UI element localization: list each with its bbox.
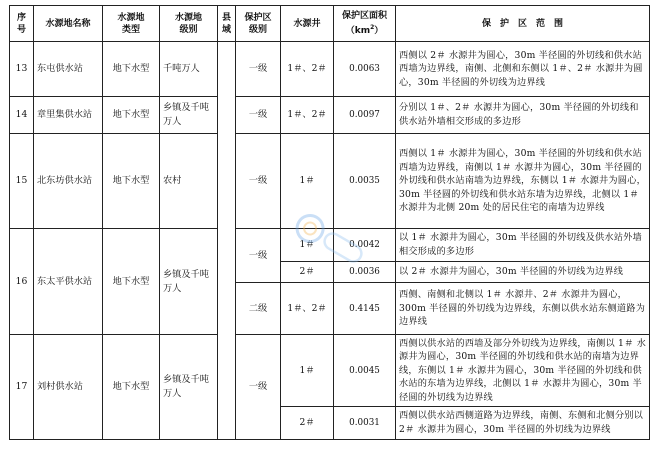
- cell-level: 乡镇及千吨万人: [160, 97, 218, 134]
- cell-well: 1＃: [281, 134, 334, 229]
- cell-well: 1＃、2＃: [281, 97, 334, 134]
- header-type: 水源地 类型: [103, 6, 160, 42]
- cell-seq: 13: [10, 42, 34, 97]
- cell-type: 地下水型: [103, 97, 160, 134]
- cell-range: 以 2＃ 水源井为圆心，30m 半径圆的外切线为边界线: [396, 262, 650, 283]
- header-level: 水源地 级别: [160, 6, 218, 42]
- cell-zone: 一级: [236, 42, 281, 97]
- cell-zone: 一级: [236, 335, 281, 440]
- cell-zone: 一级: [236, 229, 281, 283]
- document-page: [9, 5, 649, 440]
- cell-type: 地下水型: [103, 229, 160, 335]
- cell-level: 乡镇及千吨万人: [160, 335, 218, 440]
- cell-area: 0.0035: [334, 134, 396, 229]
- cell-well: 1＃: [281, 229, 334, 262]
- cell-type: 地下水型: [103, 335, 160, 440]
- header-name: 水源地名称: [34, 6, 103, 42]
- cell-zone: 二级: [236, 283, 281, 335]
- cell-range: 分别以 1＃、2＃ 水源井为圆心，30m 半径圆的外切线和供水站外墙相交形成的多边形: [396, 97, 650, 134]
- cell-name: 北东坊供水站: [34, 134, 103, 229]
- cell-well: 2＃: [281, 407, 334, 440]
- cell-type: 地下水型: [103, 42, 160, 97]
- header-range: 保 护 区 范 围: [396, 6, 650, 42]
- table-row: [10, 229, 650, 262]
- cell-area: 0.0063: [334, 42, 396, 97]
- cell-area: 0.0031: [334, 407, 396, 440]
- cell-area: 0.4145: [334, 283, 396, 335]
- cell-name: 章里集供水站: [34, 97, 103, 134]
- cell-type: 地下水型: [103, 134, 160, 229]
- header-well: 水源井: [281, 6, 334, 42]
- cell-area: 0.0045: [334, 335, 396, 407]
- cell-seq: 15: [10, 134, 34, 229]
- cell-well: 1＃、2＃: [281, 42, 334, 97]
- cell-range: 西侧以供水站西侧道路为边界线，南侧、东侧和北侧分别以 2＃ 水源井为圆心，30m 半径圆的外切线为边界线: [396, 407, 650, 440]
- cell-zone: 一级: [236, 134, 281, 229]
- header-seq: 序号: [10, 6, 34, 42]
- cell-name: 东太平供水站: [34, 229, 103, 335]
- cell-county: [218, 42, 236, 440]
- cell-level: 千吨万人: [160, 42, 218, 97]
- cell-zone: 一级: [236, 97, 281, 134]
- cell-well: 1＃、2＃: [281, 283, 334, 335]
- water-source-protection-table: [9, 5, 650, 440]
- cell-well: 2＃: [281, 262, 334, 283]
- cell-area: 0.0097: [334, 97, 396, 134]
- cell-range: 西侧以 2＃ 水源井为圆心，30m 半径圆的外切线和供水站西墙为边界线，南侧、北侧和东侧以 1＃、2＃ 水源井为圆心，30m 半径圆的外切线为边界线: [396, 42, 650, 97]
- table-row: [10, 97, 650, 134]
- cell-area: 0.0042: [334, 229, 396, 262]
- header-area: 保护区面积 $(km^2)$: [334, 6, 396, 42]
- table-row: [10, 42, 650, 97]
- cell-name: 东屯供水站: [34, 42, 103, 97]
- cell-level: 乡镇及千吨万人: [160, 229, 218, 335]
- cell-range: 西侧以 1＃ 水源井为圆心，30m 半径圆的外切线和供水站西墙为边界线，南侧以 1＃ 水源井为圆心，30m 半径圆的外切线和供水站南墙为边界线，东侧以 1＃ 水源井为圆心，30m 半径圆的外切线和供水站东墙为边界线，北侧以 1＃ 水源井为北侧 20m 处的居民住宅的南墙为边界线: [396, 134, 650, 229]
- cell-seq: 17: [10, 335, 34, 440]
- header-row: [10, 6, 650, 42]
- cell-well: 1＃: [281, 335, 334, 407]
- table-row: [10, 134, 650, 229]
- cell-seq: 14: [10, 97, 34, 134]
- table-row: [10, 335, 650, 407]
- cell-range: 以 1＃ 水源井为圆心，30m 半径圆的外切线及供水站外墙相交形成的多边形: [396, 229, 650, 262]
- header-zone-level: 保护区 级别: [236, 6, 281, 42]
- cell-name: 刘村供水站: [34, 335, 103, 440]
- cell-area: 0.0036: [334, 262, 396, 283]
- header-county: 县 域: [218, 6, 236, 42]
- cell-range: 西侧、南侧和北侧以 1＃ 水源井、2＃ 水源井为圆心，300m 半径圆的外切线为边界线，东侧以供水站东侧道路为边界线: [396, 283, 650, 335]
- cell-range: 西侧以供水站的西墙及部分外切线为边界线，南侧以 1＃ 水源井为圆心，30m 半径圆的外切线和供水站的南墙为边界线，东侧以 1＃ 水源井为圆心，30m 半径圆的外切线和供水站的东墙为边界线，北侧以 1＃ 水源井为圆心，30m 半径圆的外切线为边界线: [396, 335, 650, 407]
- cell-level: 农村: [160, 134, 218, 229]
- cell-seq: 16: [10, 229, 34, 335]
